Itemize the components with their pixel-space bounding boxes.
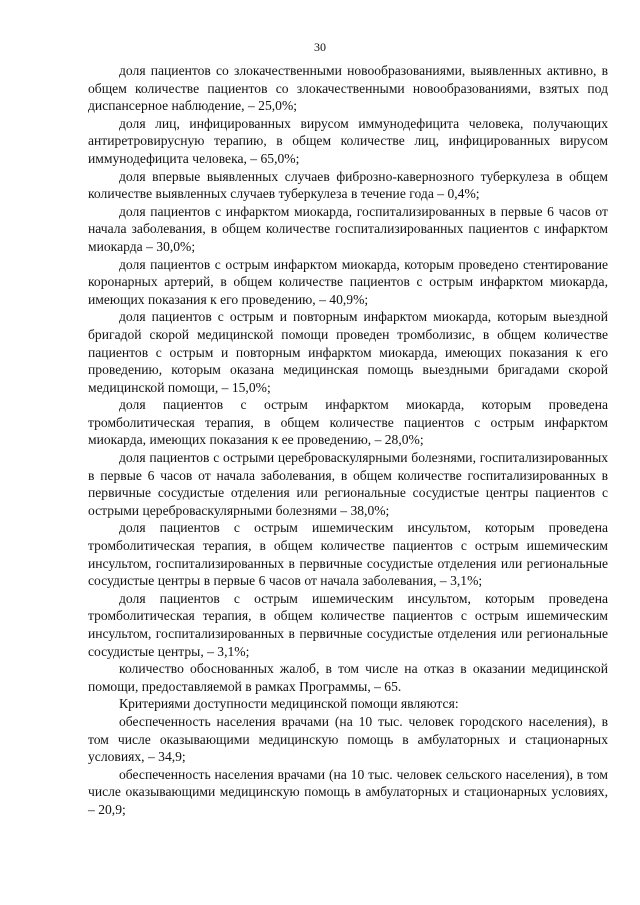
criterion-cancer-active-detection: доля пациентов со злокачественными новообразованиями, выявленных активно, в общем количестве пациентов со злокачественными новообразованиями, взятых под диспансерное наблюдение, – 25,0%; [88, 63, 608, 114]
criterion-rural-doctors-supply: обеспеченность населения врачами (на 10 тыс. человек сельского населения), в том числе оказывающими медицинскую помощь в амбулаторных и стационарных условиях, – 20,9; [88, 766, 608, 817]
criterion-cerebrovascular-early-hospitalization: доля пациентов с острыми цереброваскулярными болезнями, госпитализированных в первые 6 часов от начала заболевания, в общем количестве госпитализированных в первичные сосудистые отделения или региональные сосудистые центры пациентов с острыми цереброваскулярными болезнями – 38,0%; [88, 450, 608, 518]
criterion-mi-stenting: доля пациентов с острым инфарктом миокарда, которым проведено стентирование коронарных артерий, в общем количестве пациентов с острым инфарктом миокарда, имеющих показания к его проведению, – 40,9%; [88, 256, 608, 307]
page-number: 30 [314, 40, 326, 54]
criterion-justified-complaints: количество обоснованных жалоб, в том числе на отказ в оказании медицинской помощи, предоставляемой в рамках Программы, – 65. [88, 661, 608, 694]
criterion-hiv-art-coverage: доля лиц, инфицированных вирусом иммунодефицита человека, получающих антиретровирусную терапию, в общем количестве лиц, инфицированных вирусом иммунодефицита человека, – 65,0%; [88, 115, 608, 166]
criterion-mi-early-hospitalization: доля пациентов с инфарктом миокарда, госпитализированных в первые 6 часов от начала заболевания, в общем количестве госпитализированных пациентов с инфарктом миокарда – 30,0%; [88, 203, 608, 254]
criterion-mi-thrombolytic-therapy: доля пациентов с острым инфарктом миокарда, которым проведена тромболитическая терапия, в общем количестве пациентов с острым инфарктом миокарда, имеющих показания к ее проведению, – 28,0%; [88, 397, 608, 448]
criterion-tuberculosis-cavernous: доля впервые выявленных случаев фиброзно-кавернозного туберкулеза в общем количестве выявленных случаев туберкулеза в течение года – 0,4%; [88, 168, 608, 202]
document-body [88, 62, 608, 819]
criterion-urban-doctors-supply: обеспеченность населения врачами (на 10 тыс. человек городского населения), в том числе оказывающими медицинскую помощь в амбулаторных и стационарных условиях, – 34,9; [88, 713, 608, 765]
criterion-stroke-thrombolysis-6h: доля пациентов с острым ишемическим инсультом, которым проведена тромболитическая терапия, в общем количестве пациентов с острым ишемическим инсультом, госпитализированных в первичные сосудистые отделения или региональные сосудистые центры в первые 6 часов от начала заболевания, – 3,1%; [88, 520, 608, 589]
criterion-mi-ambulance-thrombolysis: доля пациентов с острым и повторным инфарктом миокарда, которым выездной бригадой скорой медицинской помощи проведен тромболизис, в общем количестве пациентов с острым и повторным инфарктом миокарда, имеющих показания к его проведению, которым оказана медицинская помощь выездными бригадами скорой медицинской помощи, – 15,0%; [88, 309, 608, 395]
criterion-stroke-thrombolysis-total: доля пациентов с острым ишемическим инсультом, которым проведена тромболитическая терапия, в общем количестве пациентов с острым ишемическим инсультом, госпитализированных в первичные сосудистые отделения или региональные сосудистые центры, – 3,1%; [88, 590, 608, 659]
accessibility-criteria-heading: Критериями доступности медицинской помощи являются: [119, 696, 459, 712]
